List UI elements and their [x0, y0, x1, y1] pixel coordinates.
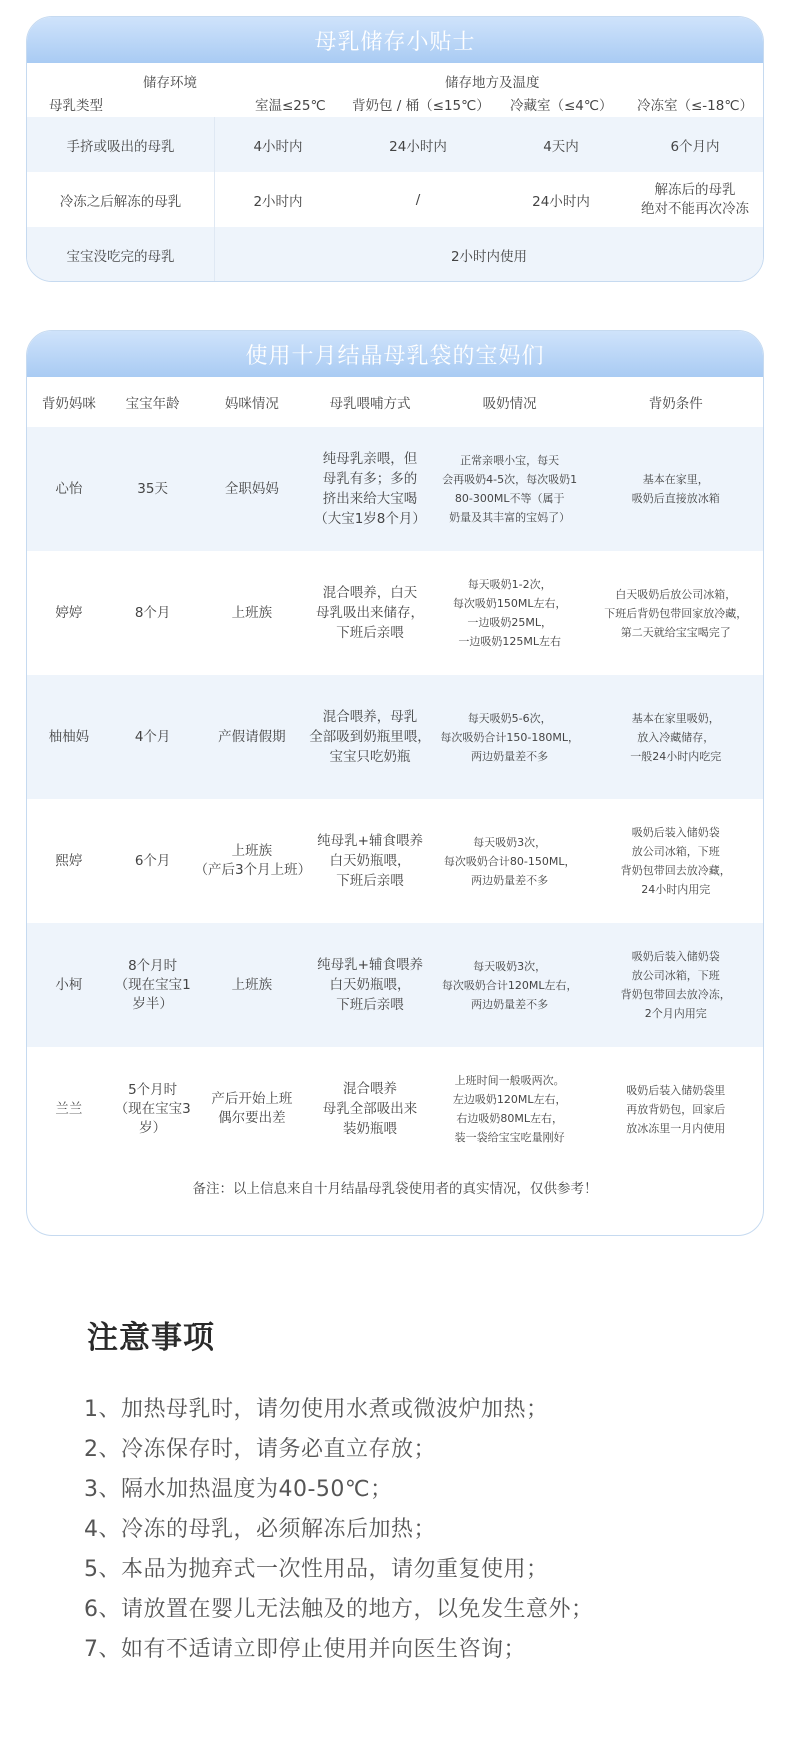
user-name: 柚柚妈	[48, 728, 90, 745]
notice-item: 4、冷冻的母乳，必须解冻后加热；	[84, 1517, 436, 1542]
storage-row	[27, 172, 763, 227]
storage-place-label: 储存地方及温度	[445, 75, 540, 91]
pumping-info: 正常亲喂小宝，每天 会再吸奶4-5次，每次吸奶1 80-300ML不等（属于 奶量及其丰富的宝妈了）	[442, 454, 578, 524]
merged-value-cell: 2小时内使用	[450, 248, 528, 265]
pumping-info: 上班时间一般吸两次。 左边吸奶120ML左右， 右边吸奶80ML左右， 装一袋给宝宝吃量刚好	[452, 1074, 567, 1144]
baby-age: 4个月	[134, 728, 171, 745]
user-name: 婷婷	[55, 604, 83, 621]
users-note: 备注：以上信息来自十月结晶母乳袋使用者的真实情况，仅供参考！	[192, 1181, 598, 1197]
baby-age: 35天	[137, 480, 168, 497]
value-cell: 24小时内	[389, 138, 447, 155]
carry-condition: 基本在家里， 吸奶后直接放冰箱	[631, 473, 720, 505]
user-name: 熙婷	[55, 852, 83, 869]
milk-type-cell: 手挤或吸出的母乳	[27, 117, 215, 172]
storage-row	[27, 227, 763, 282]
feeding-method: 纯母乳+辅食喂养 白天奶瓶喂， 下班后亲喂	[317, 833, 423, 889]
user-name: 小柯	[55, 976, 83, 993]
mom-status: 上班族	[231, 976, 273, 993]
storage-row	[27, 117, 763, 172]
pumping-info: 每天吸奶3次， 每次吸奶合计80-150ML， 两边奶量差不多	[443, 835, 576, 887]
col-room-temp: 室温≤25℃	[255, 98, 326, 114]
carry-condition: 白天吸奶后放公司冰箱， 下班后背奶包带回家放冷藏， 第二天就给宝宝喝完了	[604, 587, 748, 639]
mom-status: 全职妈妈	[224, 480, 279, 497]
user-row	[27, 799, 763, 923]
notice-item: 6、请放置在婴儿无法触及的地方，以免发生意外；	[84, 1597, 594, 1622]
carry-condition: 吸奶后装入储奶袋里 再放背奶包，回家后 放冰冻里一月内使用	[626, 1083, 726, 1135]
storage-tips-card	[26, 16, 764, 282]
header-feeding: 母乳喂哺方式	[329, 396, 411, 412]
users-card	[26, 330, 764, 1236]
baby-age: 8个月	[134, 604, 171, 621]
value-cell: 解冻后的母乳 绝对不能再次冷冻	[641, 181, 749, 217]
header-age: 宝宝年龄	[125, 396, 180, 412]
user-row	[27, 675, 763, 799]
notice-item: 3、隔水加热温度为40-50℃；	[84, 1477, 393, 1502]
baby-age: 5个月时 （现在宝宝3岁）	[114, 1081, 191, 1136]
carry-condition: 吸奶后装入储奶袋 放公司冰箱，下班 背奶包带回去放冷冻， 2个月内用完	[620, 950, 731, 1020]
carry-condition: 基本在家里吸奶， 放入冷藏储存， 一般24小时内吃完	[630, 711, 722, 763]
value-cell: 6个月内	[670, 138, 720, 155]
pumping-info: 每天吸奶1-2次， 每次吸奶150ML左右， 一边吸奶25ML， 一边吸奶125ML左右	[452, 578, 567, 648]
storage-env-label: 储存环境	[143, 75, 197, 91]
header-name: 背奶妈咪	[41, 396, 96, 412]
feeding-method: 混合喂养，母乳 全部吸到奶瓶里喂， 宝宝只吃奶瓶	[309, 709, 431, 765]
mom-status: 产假请假期	[218, 728, 286, 745]
value-cell: /	[415, 191, 421, 208]
mom-status: 上班族 （产后3个月上班）	[194, 843, 312, 878]
col-cooler-bag: 背奶包 / 桶（≤15℃）	[352, 98, 490, 114]
user-name: 兰兰	[55, 1100, 83, 1117]
storage-table-header	[27, 63, 763, 117]
notices-title: 注意事项	[87, 1320, 215, 1356]
value-cell: 2小时内	[253, 193, 303, 210]
feeding-method: 纯母乳+辅食喂养 白天奶瓶喂， 下班后亲喂	[317, 957, 423, 1013]
value-cell: 4天内	[543, 138, 579, 155]
value-cell: 24小时内	[532, 193, 590, 210]
milk-type-label: 母乳类型	[49, 98, 103, 114]
notices-list	[84, 1390, 594, 1670]
user-row	[27, 551, 763, 675]
feeding-method: 混合喂养，白天 母乳吸出来储存， 下班后亲喂	[316, 585, 425, 641]
milk-type-cell: 宝宝没吃完的母乳	[27, 227, 215, 282]
pumping-info: 每天吸奶3次， 每次吸奶合计120ML左右， 两边奶量差不多	[441, 959, 578, 1011]
users-title: 使用十月结晶母乳袋的宝妈们	[27, 331, 763, 377]
user-row	[27, 923, 763, 1047]
mom-status: 上班族	[231, 604, 273, 621]
header-condition: 背奶条件	[648, 396, 703, 412]
storage-tips-title: 母乳储存小贴士	[27, 17, 763, 63]
header-status: 妈咪情况	[224, 396, 279, 412]
notice-item: 7、如有不适请立即停止使用并向医生咨询；	[84, 1637, 526, 1662]
header-pumping: 吸奶情况	[482, 396, 537, 412]
mom-status: 产后开始上班 偶尔要出差	[211, 1091, 293, 1126]
col-freezer: 冷冻室（≤-18℃）	[637, 98, 754, 114]
pumping-info: 每天吸奶5-6次， 每次吸奶合计150-180ML， 两边奶量差不多	[440, 711, 579, 763]
value-cell: 4小时内	[253, 138, 303, 155]
notice-item: 1、加热母乳时，请勿使用水煮或微波炉加热；	[84, 1397, 549, 1422]
user-row	[27, 427, 763, 551]
carry-condition: 吸奶后装入储奶袋 放公司冰箱，下班 背奶包带回去放冷藏， 24小时内用完	[620, 826, 731, 896]
user-row	[27, 1047, 763, 1171]
milk-type-cell: 冷冻之后解冻的母乳	[27, 172, 215, 227]
notice-item: 2、冷冻保存时，请务必直立存放；	[84, 1437, 436, 1462]
col-fridge: 冷藏室（≤4℃）	[510, 98, 613, 114]
baby-age: 8个月时 （现在宝宝1岁半）	[114, 957, 191, 1012]
users-table-header	[27, 377, 763, 427]
feeding-method: 纯母乳亲喂，但 母乳有多；多的 挤出来给大宝喝 （大宝1岁8个月）	[314, 451, 426, 527]
notice-item: 5、本品为抛弃式一次性用品，请勿重复使用；	[84, 1557, 549, 1582]
baby-age: 6个月	[134, 852, 171, 869]
user-name: 心怡	[55, 480, 83, 497]
feeding-method: 混合喂养 母乳全部吸出来 装奶瓶喂	[322, 1081, 418, 1137]
